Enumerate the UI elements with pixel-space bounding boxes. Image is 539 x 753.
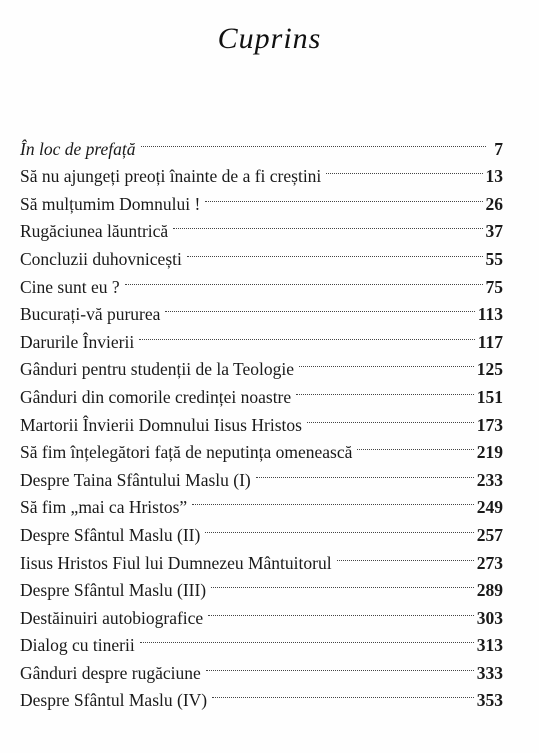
toc-entry-title: Iisus Hristos Fiul lui Dumnezeu Mântuitorul bbox=[20, 552, 332, 573]
toc-entry-page: 37 bbox=[485, 221, 503, 242]
toc-entry bbox=[20, 127, 503, 159]
toc-entry-page: 249 bbox=[476, 497, 503, 518]
toc-entry-page: 75 bbox=[485, 276, 503, 297]
toc-entry-title: Să nu ajungeți preoți înainte de a fi creștini bbox=[20, 166, 322, 187]
dot-leader bbox=[296, 375, 474, 403]
toc-entry-title: Despre Sfântul Maslu (III) bbox=[20, 580, 207, 601]
toc-entry-page: 313 bbox=[476, 635, 503, 656]
dot-leader bbox=[165, 293, 474, 321]
toc-entry-title: Despre Taina Sfântului Maslu (I) bbox=[20, 469, 251, 490]
dot-leader bbox=[212, 679, 474, 707]
toc-entry-title: Rugăciunea lăuntrică bbox=[20, 221, 169, 242]
dot-leader bbox=[205, 182, 482, 210]
dot-leader bbox=[206, 651, 474, 679]
toc-entry-page: 125 bbox=[476, 359, 503, 380]
toc-entry-title: Gânduri pentru studenții de la Teologie bbox=[20, 359, 295, 380]
toc-entry-title: Cine sunt eu ? bbox=[20, 276, 120, 297]
toc-entry-page: 233 bbox=[476, 469, 503, 490]
dot-leader bbox=[307, 403, 474, 431]
toc-entry-page: 257 bbox=[476, 524, 503, 545]
dot-leader bbox=[357, 431, 473, 459]
dot-leader bbox=[139, 320, 475, 348]
toc-entry-title: Bucurați-vă pururea bbox=[20, 304, 161, 325]
toc-entry-title: Despre Sfântul Maslu (IV) bbox=[20, 690, 208, 711]
toc-entry-title: Să mulțumim Domnului ! bbox=[20, 193, 201, 214]
toc-entry-page: 353 bbox=[476, 690, 503, 711]
toc-entry-title: Darurile Învierii bbox=[20, 331, 135, 352]
dot-leader bbox=[187, 237, 483, 265]
toc-entry-page: 13 bbox=[485, 166, 503, 187]
dot-leader bbox=[173, 210, 482, 238]
toc-entry-page: 273 bbox=[476, 552, 503, 573]
toc-entry-page: 219 bbox=[476, 442, 503, 463]
dot-leader bbox=[299, 348, 474, 376]
toc-entry-title: Martorii Învierii Domnului Iisus Hristos bbox=[20, 414, 302, 435]
toc-entry-title: Destăinuiri autobiografice bbox=[20, 607, 204, 628]
toc-entry-title: Să fim „mai ca Hristos” bbox=[20, 497, 188, 518]
toc-entry-title: În loc de prefață bbox=[20, 138, 136, 159]
toc-entry-title: Gânduri despre rugăciune bbox=[20, 662, 201, 683]
toc-entry-title: Dialog cu tinerii bbox=[20, 635, 135, 656]
dot-leader bbox=[141, 127, 486, 155]
dot-leader bbox=[125, 265, 483, 293]
toc-entry-page: 26 bbox=[485, 193, 503, 214]
dot-leader bbox=[256, 458, 474, 486]
dot-leader bbox=[192, 486, 474, 514]
dot-leader bbox=[208, 596, 474, 624]
toc-entry-page: 117 bbox=[477, 331, 503, 352]
page-title: Cuprins bbox=[217, 22, 322, 55]
toc-entry-page: 151 bbox=[476, 386, 503, 407]
dot-leader bbox=[205, 513, 473, 541]
dot-leader bbox=[326, 155, 482, 183]
dot-leader bbox=[140, 624, 474, 652]
toc-entry-title: Despre Sfântul Maslu (II) bbox=[20, 524, 201, 545]
toc-entry-page: 173 bbox=[476, 414, 503, 435]
toc-entry-title: Gânduri din comorile credinței noastre bbox=[20, 386, 292, 407]
toc-entry-title: Concluzii duhovnicești bbox=[20, 248, 182, 269]
toc-entry-page: 55 bbox=[485, 248, 503, 269]
table-of-contents bbox=[20, 127, 503, 711]
toc-entry-page: 303 bbox=[476, 607, 503, 628]
toc-entry-page: 289 bbox=[476, 580, 503, 601]
toc-entry-page: 7 bbox=[494, 138, 503, 159]
toc-entry-page: 113 bbox=[477, 304, 503, 325]
dot-leader bbox=[337, 541, 474, 569]
dot-leader bbox=[211, 569, 474, 597]
toc-entry-title: Să fim înțelegători față de neputința omenească bbox=[20, 442, 353, 463]
toc-entry-page: 333 bbox=[476, 662, 503, 683]
